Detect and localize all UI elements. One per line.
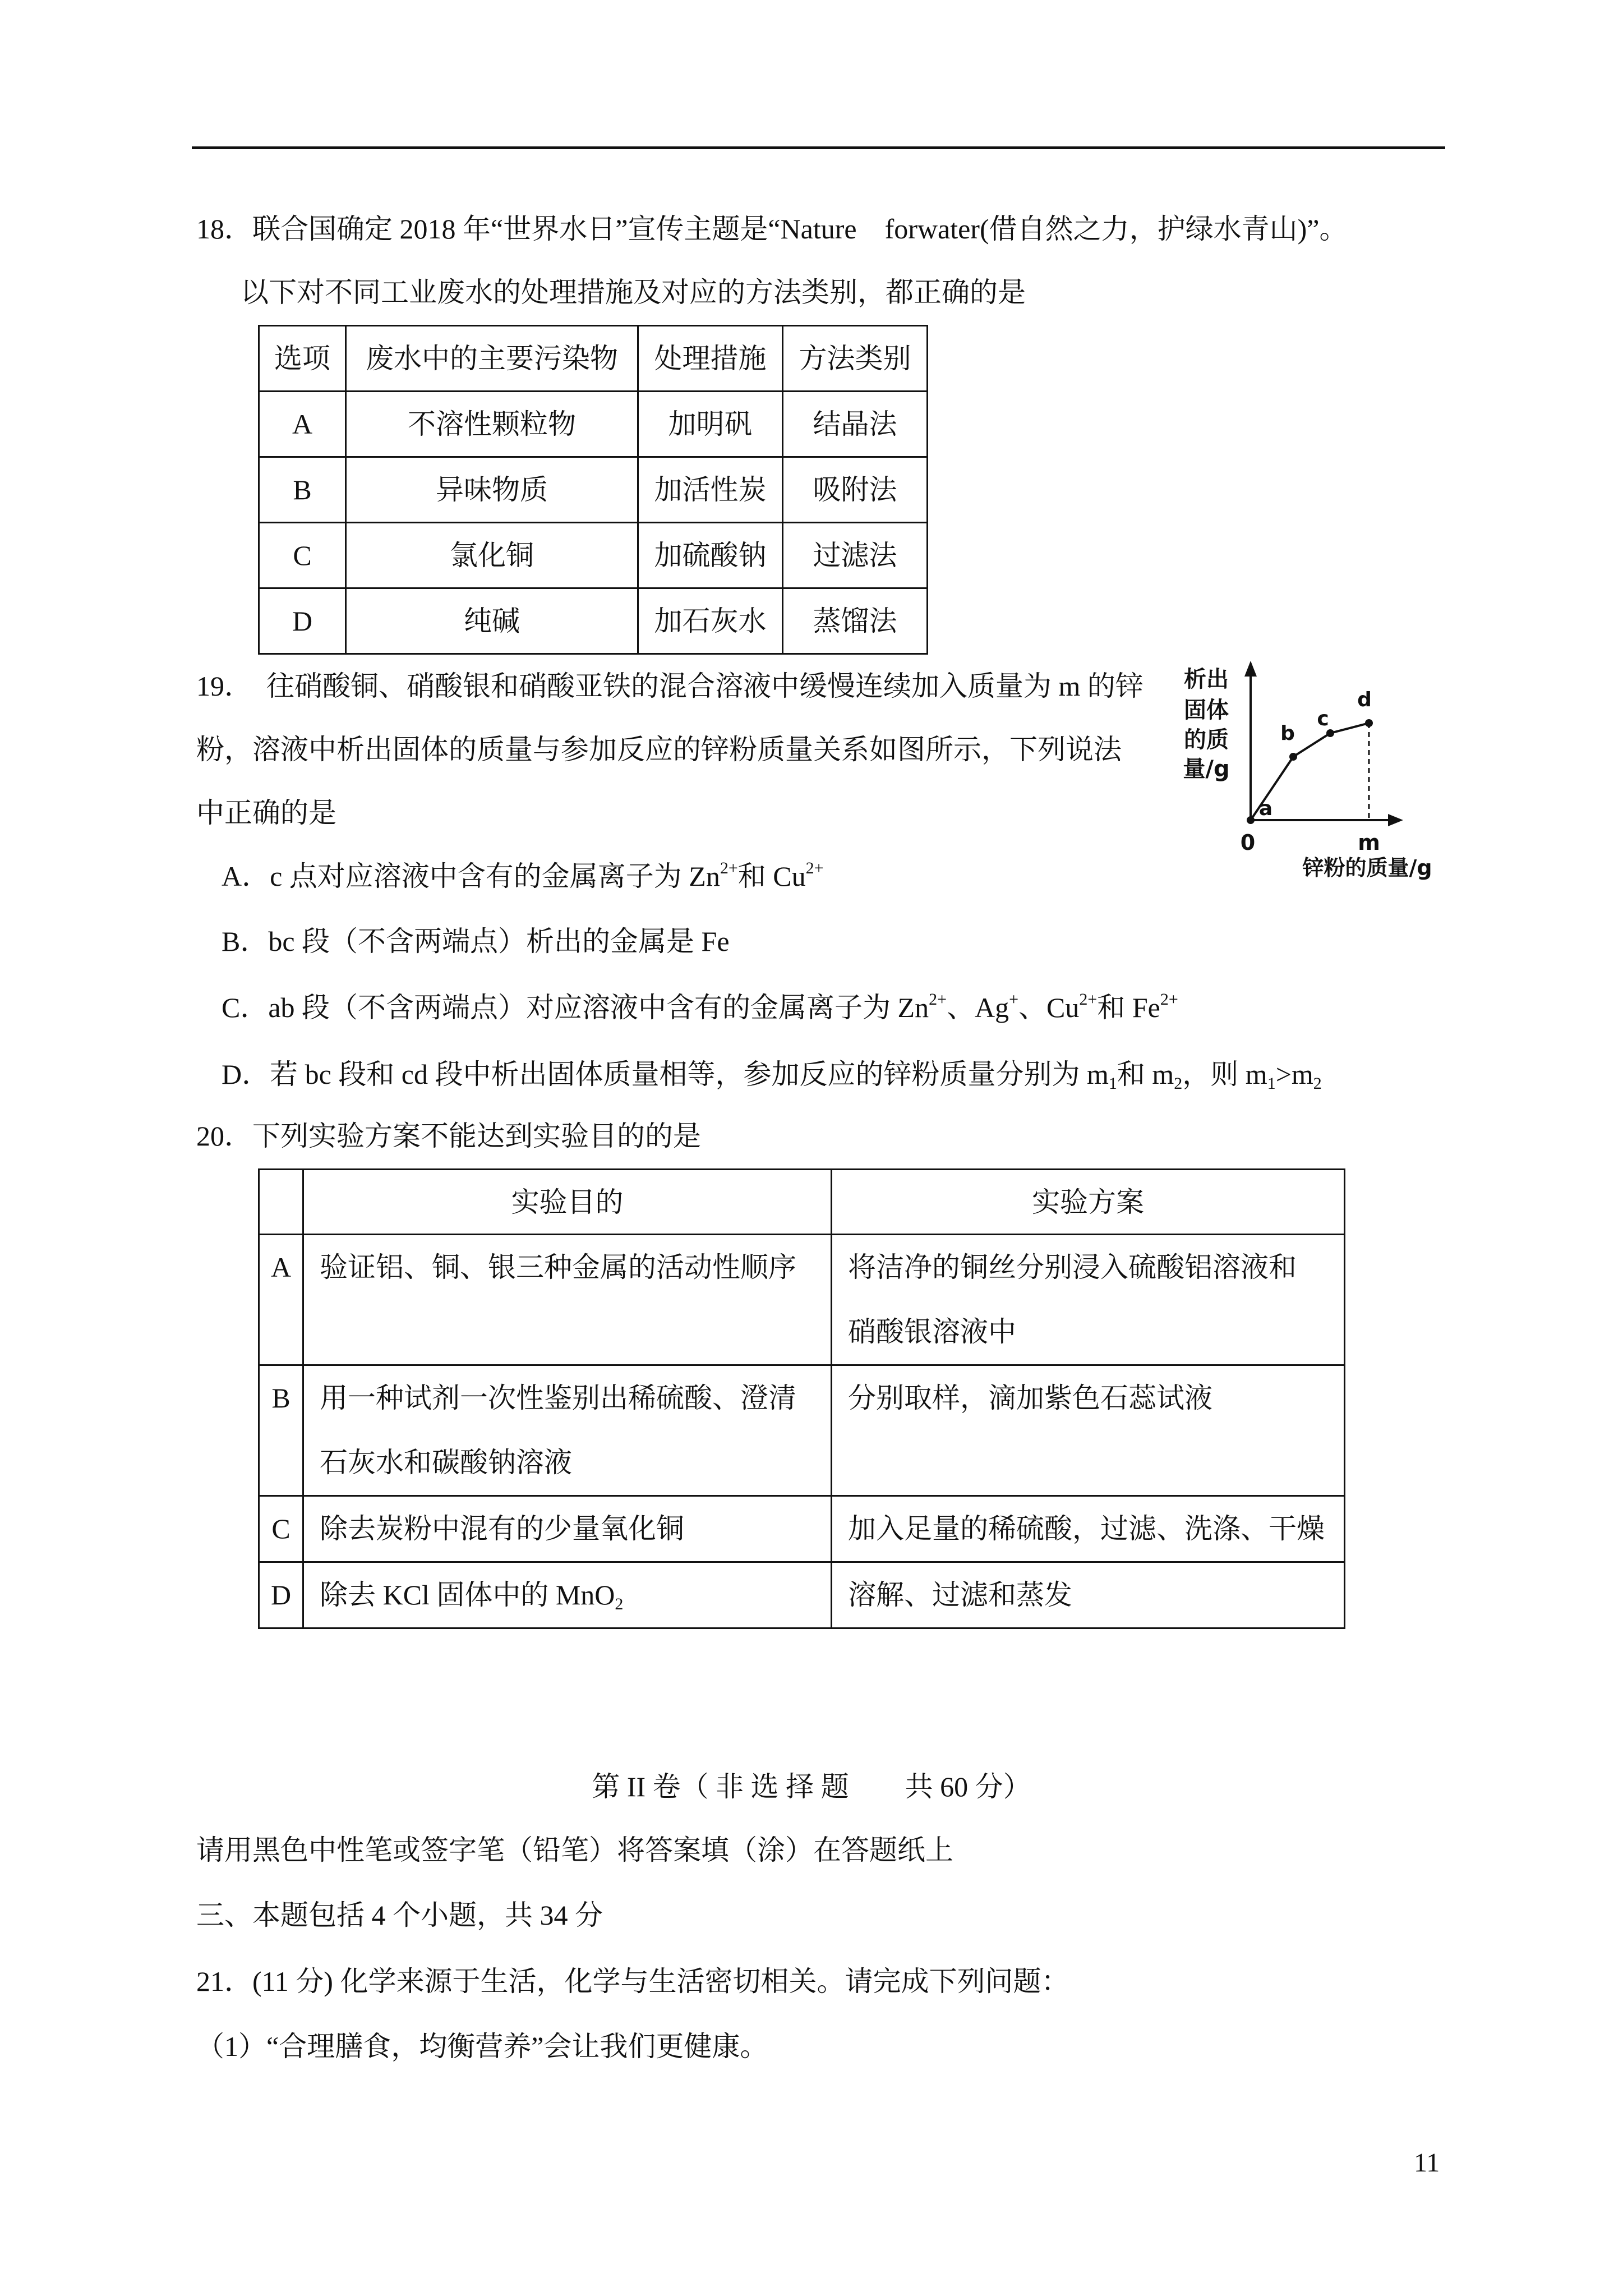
ion-charge: 2+ [1160,990,1178,1009]
subscript: 2 [615,1595,624,1613]
option-cell: B [259,1365,303,1496]
option-text: 、Ag [947,992,1009,1023]
table-row [259,457,928,523]
purpose-line: 验证铝、铜、银三种金属的活动性顺序 [320,1251,796,1283]
option-cell: B [259,457,346,523]
header-plan: 实验方案 [832,1170,1345,1235]
option-cell: D [259,1562,303,1628]
option-text: 、Cu [1018,992,1080,1023]
header-pollutant: 废水中的主要污染物 [346,326,638,392]
q21-stem: 21．(11 分) 化学来源于生活，化学与生活密切相关。请完成下列问题： [196,1966,1069,1997]
table-row [259,1235,1345,1365]
option-cell: A [259,1235,303,1365]
pollutant-cell: 氯化铜 [346,523,638,588]
plan-cell [832,1235,1345,1365]
q19-option-d [222,1057,1322,1091]
subscript: 2 [1174,1074,1183,1093]
header-treatment: 处理措施 [638,326,783,392]
q19-option-c [222,991,1178,1024]
point-d-label: d [1357,688,1372,711]
method-cell: 结晶法 [783,392,928,457]
plan-line: 将洁净的铜丝分别浸入硫酸铝溶液和 [848,1251,1297,1283]
x-axis-label: 锌粉的质量/g [1302,855,1432,880]
header-purpose: 实验目的 [303,1170,832,1235]
ion-charge: + [1009,990,1019,1009]
table-row [259,1496,1345,1562]
point-c-label: c [1317,707,1329,730]
y-axis-arrow [1244,661,1257,677]
pollutant-cell: 纯碱 [346,588,638,654]
option-cell: A [259,392,346,457]
option-cell: C [259,523,346,588]
x-tick-label: m [1358,830,1380,855]
treatment-cell: 加石灰水 [638,588,783,654]
experiment-plan-table [258,1168,1345,1629]
option-cell: C [259,1496,303,1562]
plan-line: 加入足量的稀硫酸，过滤、洗涤、干燥 [848,1513,1325,1544]
header-method: 方法类别 [783,326,928,392]
origin-label: 0 [1240,830,1256,855]
table-header-row [259,326,928,392]
option-text: D．若 bc 段和 cd 段中析出固体质量相等，参加反应的锌粉质量分别为 m [222,1059,1109,1090]
part2-title: 第 II 卷（ 非 选 择 题 共 60 分） [592,1771,1031,1802]
table-row [259,392,928,457]
option-text: >m [1275,1059,1313,1090]
method-cell: 吸附法 [783,457,928,523]
q21-part1: （1）“合理膳食，均衡营养”会让我们更健康。 [196,2031,768,2062]
answer-instruction: 请用黑色中性笔或签字笔（铅笔）将答案填（涂）在答题纸上 [196,1834,953,1866]
point-b [1289,753,1297,761]
option-text: 和 Cu [737,861,806,892]
purpose-line: 石灰水和碳酸钠溶液 [320,1447,572,1478]
plan-cell [832,1496,1345,1562]
pollutant-cell: 不溶性颗粒物 [346,392,638,457]
point-d [1365,719,1373,727]
pollutant-cell: 异味物质 [346,457,638,523]
y-axis-label-line: 固体 [1184,697,1229,723]
q19-option-a [222,859,824,893]
option-text: A．c 点对应溶液中含有的金属离子为 Zn [222,861,720,892]
purpose-line: 除去炭粉中混有的少量氧化铜 [320,1513,684,1544]
x-axis-arrow [1388,814,1403,826]
purpose-line: 用一种试剂一次性鉴别出稀硫酸、澄清 [320,1382,796,1414]
subscript: 2 [1313,1074,1322,1093]
page-number: 11 [1414,2148,1440,2178]
q19-stem-line-1: 19． 往硝酸铜、硝酸银和硝酸亚铁的混合溶液中缓慢连续加入质量为 m 的锌 [196,670,1144,702]
point-a [1247,816,1255,824]
option-text: ，则 m [1182,1059,1267,1090]
plan-line: 硝酸银溶液中 [848,1316,1016,1347]
treatment-cell: 加明矾 [638,392,783,457]
plan-cell [832,1365,1345,1496]
ion-charge: 2+ [805,858,824,877]
q18-stem-line-2: 以下对不同工业废水的处理措施及对应的方法类别，都正确的是 [241,277,1026,308]
purpose-cell [303,1562,832,1628]
ion-charge: 2+ [929,990,947,1009]
purpose-cell [303,1365,832,1496]
header-rule [192,146,1445,149]
header-option: 选项 [259,326,346,392]
section-heading: 三、本题包括 4 个小题，共 34 分 [196,1899,603,1931]
point-b-label: b [1280,722,1295,745]
table-row [259,588,928,654]
point-c [1326,729,1334,737]
table-row [259,523,928,588]
table-header-row [259,1170,1345,1235]
q18-stem-line-1: 18．联合国确定 2018 年“世界水日”宣传主题是“Nature forwater(借自然之力，护绿水青山)”。 [196,213,1348,245]
table-row [259,1562,1345,1628]
zinc-mass-graph [1166,651,1458,886]
q19-stem-line-2: 粉，溶液中析出固体的质量与参加反应的锌粉质量关系如图所示，下列说法 [196,734,1122,765]
y-axis-label-line: 量/g [1183,756,1230,782]
ion-charge: 2+ [1079,990,1098,1009]
plan-cell [832,1562,1345,1628]
purpose-cell [303,1235,832,1365]
q20-stem: 20．下列实验方案不能达到实验目的的是 [196,1120,701,1152]
treatment-cell: 加活性炭 [638,457,783,523]
option-text: 和 Fe [1097,992,1160,1023]
q19-stem-line-3: 中正确的是 [196,797,336,829]
point-a-label: a [1258,797,1273,820]
method-cell: 蒸馏法 [783,588,928,654]
purpose-text: 除去 KCl 固体中的 MnO [320,1579,615,1611]
option-cell: D [259,588,346,654]
treatment-cell: 加硫酸钠 [638,523,783,588]
q19-option-b [222,924,730,958]
y-axis-label-line: 析出 [1184,666,1229,692]
ion-charge: 2+ [720,858,738,877]
option-text: C．ab 段（不含两端点）对应溶液中含有的金属离子为 Zn [222,992,929,1023]
plan-line: 分别取样，滴加紫色石蕊试液 [848,1382,1212,1414]
option-text: 和 m [1117,1059,1174,1090]
method-cell: 过滤法 [783,523,928,588]
table-row [259,1365,1345,1496]
wastewater-treatment-table [258,325,928,655]
plan-line: 溶解、过滤和蒸发 [848,1579,1072,1611]
purpose-cell [303,1496,832,1562]
purpose-line [320,1563,831,1627]
header-blank [259,1170,303,1235]
option-text: B．bc 段（不含两端点）析出的金属是 Fe [222,926,730,957]
y-axis-label-line: 的质 [1184,727,1229,753]
subscript: 1 [1108,1074,1117,1093]
subscript: 1 [1267,1074,1276,1093]
